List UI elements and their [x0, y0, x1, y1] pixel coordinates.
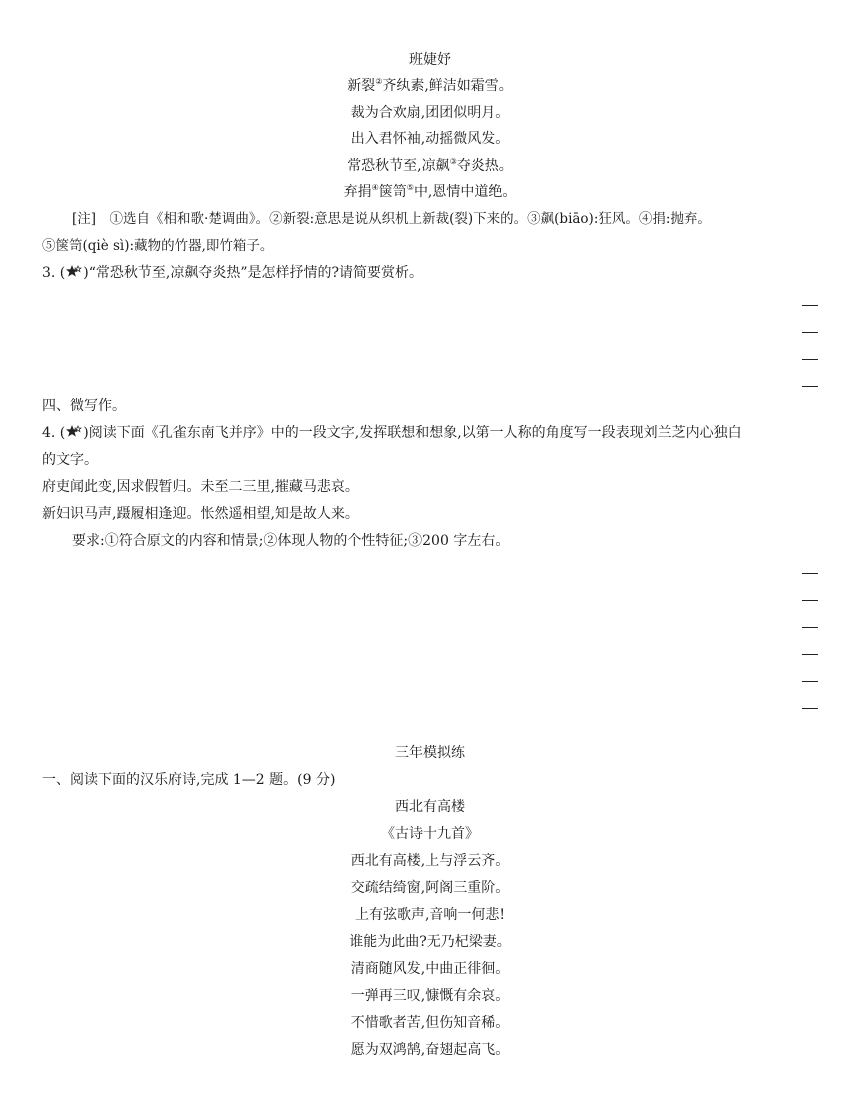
annotation-note: [注] ①选自《相和歌·楚调曲》。②新裂:意思是说从织机上新裁(裂)下来的。③飙(biāo):狂风。④捐:抛弃。	[72, 211, 711, 227]
star-icon	[65, 264, 83, 278]
poem-line: 西北有高楼,上与浮云齐。	[350, 853, 510, 869]
poem-title: 班婕妤	[409, 52, 451, 68]
poem-line	[0, 156, 860, 176]
question-4	[42, 423, 742, 443]
poem-title: 西北有高楼	[395, 799, 465, 815]
poem-line-text: 常恐秋节至,凉飙	[347, 158, 450, 174]
poem-line: 清商随风发,中曲正徘徊。	[350, 961, 510, 977]
star-icon	[65, 424, 83, 438]
question-3	[42, 263, 423, 283]
question-text-cont: 的文字。	[42, 452, 98, 468]
poem-line-text: 中,恩情中道绝。	[413, 184, 517, 200]
answer-line	[802, 386, 818, 387]
question-number: 4. (	[42, 425, 66, 441]
answer-line	[802, 332, 818, 333]
question-number: 3. (	[42, 265, 66, 281]
answer-line	[802, 627, 818, 628]
answer-line	[802, 305, 818, 306]
annotation-note: ⑤箧笥(qiè sì):藏物的竹器,即竹箱子。	[42, 238, 274, 254]
answer-line	[802, 600, 818, 601]
poem-line: 一弹再三叹,慷慨有余哀。	[350, 988, 510, 1004]
question-text: )“常恐秋节至,凉飙夺炎热”是怎样抒情的?请简要赏析。	[83, 265, 424, 281]
poem-line	[0, 76, 860, 96]
question-text: )阅读下面《孔雀东南飞并序》中的一段文字,发挥联想和想象,以第一人称的角度写一段表现刘兰芝内心独白	[83, 425, 742, 441]
poem-line: 上有弦歌声,音响一何悲!	[354, 907, 506, 923]
poem-line-text: 夺炎热。	[456, 158, 513, 174]
poem-line-text: 新裂	[347, 78, 376, 94]
quote-line: 新妇识马声,蹑履相逢迎。怅然遥相望,知是故人来。	[42, 506, 359, 522]
answer-line	[802, 573, 818, 574]
requirements: 要求:①符合原文的内容和情景;②体现人物的个性特征;③200 字左右。	[72, 533, 510, 549]
footnote-marker: ③	[449, 157, 457, 166]
poem-line: 交疏结绮窗,阿阁三重阶。	[350, 880, 510, 896]
footnote-marker: ②	[375, 77, 383, 86]
quote-line: 府吏闻此变,因求假暂归。未至二三里,摧藏马悲哀。	[42, 479, 359, 495]
footnote-marker: ⑤	[406, 183, 414, 192]
answer-line	[802, 654, 818, 655]
practice-instruction: 一、阅读下面的汉乐府诗,完成 1—2 题。(9 分)	[42, 772, 336, 788]
poem-source: 《古诗十九首》	[381, 826, 479, 842]
poem-line: 出入君怀袖,动摇微风发。	[350, 131, 510, 147]
poem-line: 谁能为此曲?无乃杞梁妻。	[349, 934, 511, 950]
answer-line	[802, 681, 818, 682]
poem-line-text: 箧笥	[378, 184, 407, 200]
poem-line: 不惜歌者苦,但伤知音稀。	[350, 1015, 510, 1031]
practice-title: 三年模拟练	[395, 745, 465, 761]
answer-line	[802, 359, 818, 360]
poem-line-text: 齐纨素,鲜洁如霜雪。	[382, 78, 513, 94]
poem-line-text: 弃捐	[343, 184, 372, 200]
poem-line	[0, 182, 860, 202]
poem-line: 愿为双鸿鹄,奋翅起高飞。	[350, 1042, 510, 1058]
answer-line	[802, 708, 818, 709]
poem-line: 裁为合欢扇,团团似明月。	[350, 105, 510, 121]
section-heading: 四、微写作。	[42, 398, 126, 414]
footnote-marker: ④	[371, 183, 379, 192]
